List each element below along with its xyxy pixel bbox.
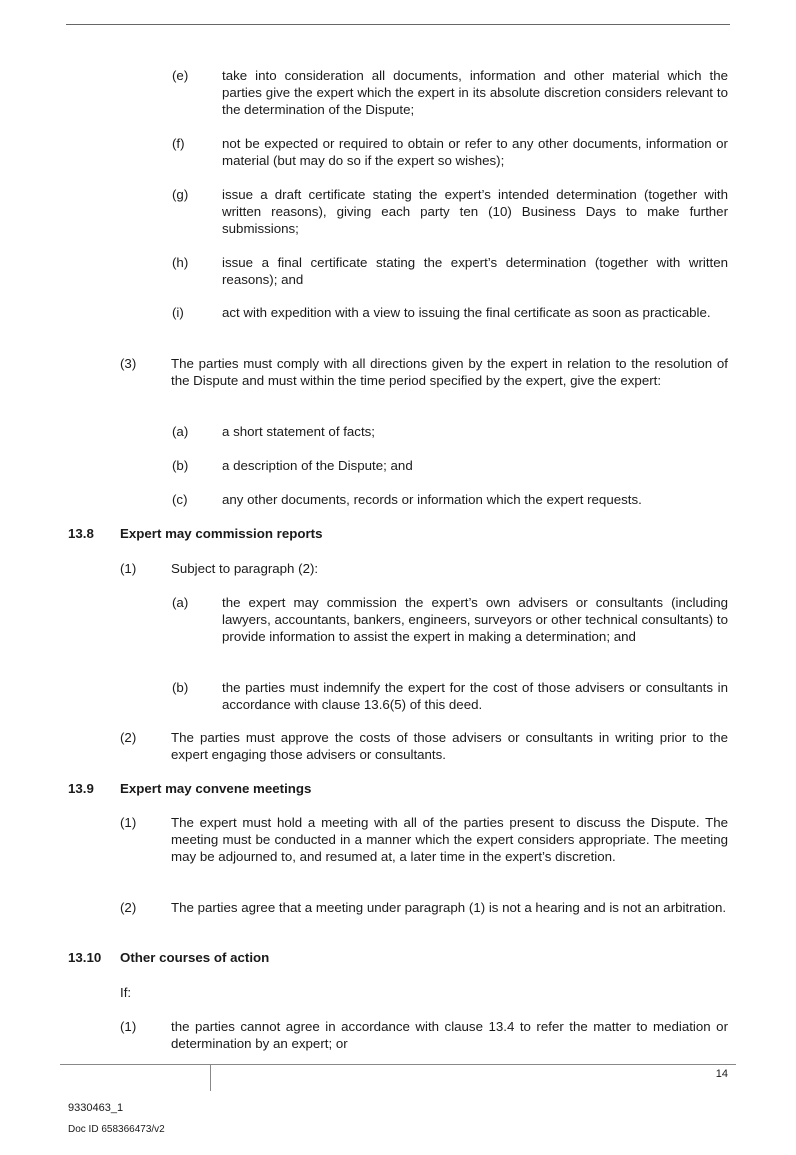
s13-9-para-2-text: The parties agree that a meeting under paragraph (1) is not a hearing and is not an arbitration. <box>171 900 727 915</box>
item-h-text: issue a final certificate stating the expert’s determination (together with written reasons); and <box>222 255 728 287</box>
document-id: Doc ID 658366473/v2 <box>68 1124 165 1135</box>
para-3-text: The parties must comply with all directions given by the expert in relation to the resolution of the Dispute and must within the time period specified by the expert, give the expert: <box>171 356 728 388</box>
para-3c-label: (c) <box>172 492 188 507</box>
s13-8-para-1-label: (1) <box>120 561 137 576</box>
item-i-text: act with expedition with a view to issuing the final certificate as soon as practicable. <box>222 305 711 320</box>
para-3a-label: (a) <box>172 424 189 439</box>
item-g-text: issue a draft certificate stating the expert’s intended determination (together with written reasons), giving each party ten (10) Business Days to make further submissions; <box>222 187 728 236</box>
item-e-label: (e) <box>172 68 189 83</box>
item-f-label: (f) <box>172 136 185 151</box>
section-13-10-number: 13.10 <box>68 950 102 965</box>
s13-8-para-2-text: The parties must approve the costs of those advisers or consultants in writing prior to the expert engaging those advisers or consultants. <box>171 730 728 762</box>
s13-9-para-1-label: (1) <box>120 815 137 830</box>
para-3-label: (3) <box>120 356 137 371</box>
section-13-9-heading: Expert may convene meetings <box>120 781 312 796</box>
para-3b-text: a description of the Dispute; and <box>222 458 413 473</box>
s13-9-para-1-text: The expert must hold a meeting with all of the parties present to discuss the Dispute. The meeting must be conducted in a manner which the expert considers appropriate. The meeting may be adjourned to, and resumed at, a later time in the expert’s discretion. <box>171 815 728 864</box>
s13-8-para-1b-text: the parties must indemnify the expert for the cost of those advisers or consultants in accordance with clause 13.6(5) of this deed. <box>222 680 728 712</box>
item-f-text: not be expected or required to obtain or refer to any other documents, information or material (but may do so if the expert so wishes); <box>222 136 728 168</box>
section-13-9-number: 13.9 <box>68 781 94 796</box>
document-number: 9330463_1 <box>68 1102 124 1114</box>
item-e-text: take into consideration all documents, information and other material which the parties give the expert which the expert in its absolute discretion considers relevant to the determination of the Dispute; <box>222 68 728 117</box>
item-i-label: (i) <box>172 305 184 320</box>
item-h-label: (h) <box>172 255 189 270</box>
footer-divider <box>210 1065 211 1091</box>
footer-rule <box>60 1064 736 1065</box>
header-rule <box>66 24 730 25</box>
page-number: 14 <box>715 1068 728 1080</box>
s13-10-if-text: If: <box>120 985 132 1000</box>
s13-8-para-1b-label: (b) <box>172 680 189 695</box>
section-13-10-heading: Other courses of action <box>120 950 270 965</box>
para-3c-text: any other documents, records or information which the expert requests. <box>222 492 642 507</box>
s13-10-para-1-label: (1) <box>120 1019 137 1034</box>
s13-9-para-2-label: (2) <box>120 900 137 915</box>
item-g-label: (g) <box>172 187 189 202</box>
s13-8-para-1a-text: the expert may commission the expert’s own advisers or consultants (including lawyers, accountants, bankers, engineers, surveyors or other technical consultants) to provide information to assist the expert in making a determination; and <box>222 595 728 644</box>
s13-8-para-1a-label: (a) <box>172 595 189 610</box>
para-3b-label: (b) <box>172 458 189 473</box>
s13-8-para-1-text: Subject to paragraph (2): <box>171 561 319 576</box>
para-3a-text: a short statement of facts; <box>222 424 375 439</box>
section-13-8-heading: Expert may commission reports <box>120 526 323 541</box>
s13-10-para-1-text: the parties cannot agree in accordance with clause 13.4 to refer the matter to mediation or determination by an expert; or <box>171 1019 728 1051</box>
s13-8-para-2-label: (2) <box>120 730 137 745</box>
section-13-8-number: 13.8 <box>68 526 94 541</box>
